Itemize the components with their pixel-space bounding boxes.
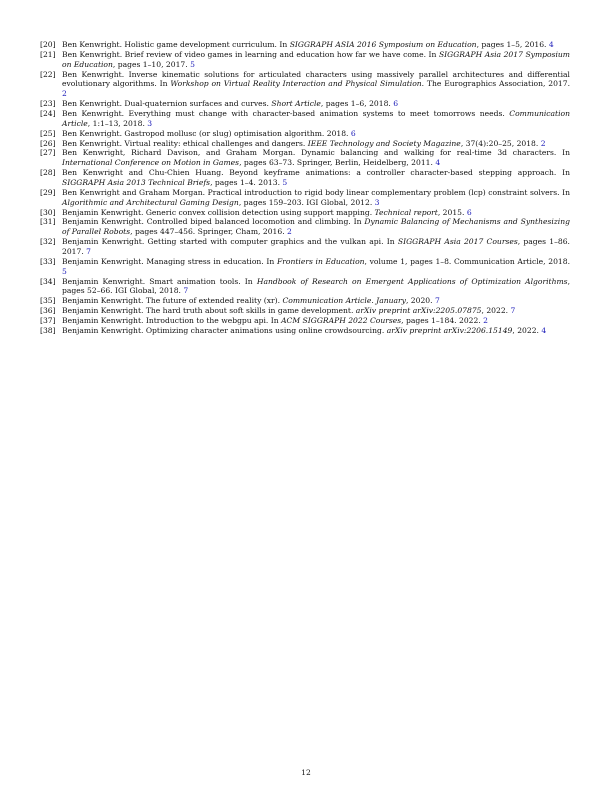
reference-text <box>62 237 570 257</box>
reference-text <box>62 99 570 109</box>
reference-entry <box>40 257 570 277</box>
reference-segment: , pages 1–4. 2013. <box>210 178 283 188</box>
backref-link[interactable]: 4 <box>541 325 547 335</box>
reference-segment: . The Eurographics Association, 2017. <box>421 79 570 89</box>
backref-link[interactable]: 2 <box>62 89 67 99</box>
reference-segment: , 1:1–13, 2018. <box>87 118 148 128</box>
reference-number: [34] <box>40 276 56 286</box>
backref-link[interactable]: 6 <box>393 99 399 109</box>
reference-number: [21] <box>40 49 56 59</box>
reference-text <box>62 50 570 70</box>
reference-entry <box>40 188 570 208</box>
backref-link[interactable]: 6 <box>466 207 472 217</box>
reference-entry <box>40 277 570 297</box>
backref-link[interactable]: 7 <box>86 247 91 257</box>
reference-text <box>62 109 570 129</box>
reference-segment: , pages 52–66. IGI Global, 2018. <box>62 276 570 296</box>
reference-segment: , volume 1, pages 1–8. Communication Article, 2018. <box>364 256 570 266</box>
reference-segment: , pages 1–86. 2017. <box>62 237 570 257</box>
reference-segment: Benjamin Kenwright. Controlled biped balanced locomotion and climbing. In <box>62 217 365 227</box>
reference-text <box>62 296 570 306</box>
reference-segment: , pages 63–73. Springer, Berlin, Heidelberg, 2011. <box>239 158 436 168</box>
reference-venue: SIGGRAPH Asia 2013 Technical Briefs <box>62 178 211 188</box>
reference-segment: Ben Kenwright, Richard Davison, and Graham Morgan. Dynamic balancing and walking for real-time 3d characters. In <box>62 148 570 158</box>
reference-segment: Ben Kenwright. Holistic game development curriculum. In <box>62 40 290 49</box>
reference-number: [25] <box>40 128 56 138</box>
reference-entry <box>40 326 570 336</box>
reference-entry <box>40 40 570 50</box>
reference-text <box>62 326 570 336</box>
reference-text <box>62 148 570 168</box>
reference-number: [31] <box>40 217 56 227</box>
reference-text <box>62 316 570 326</box>
reference-segment: Ben Kenwright. Virtual reality: ethical challenges and dangers. <box>62 138 308 148</box>
reference-number: [20] <box>40 40 56 49</box>
reference-segment: , pages 1–5, 2016. <box>476 40 549 49</box>
reference-number: [33] <box>40 256 56 266</box>
reference-entry <box>40 306 570 316</box>
reference-text <box>62 277 570 297</box>
reference-entry <box>40 168 570 188</box>
reference-segment: Benjamin Kenwright. Optimizing character animations using online crowdsourcing. <box>62 325 387 335</box>
reference-text <box>62 129 570 139</box>
backref-link[interactable]: 6 <box>350 128 356 138</box>
reference-segment: Ben Kenwright. Inverse kinematic solutions for articulated characters using massively parallel architectures and differential evolutionary algorithms. In <box>62 69 570 89</box>
backref-link[interactable]: 7 <box>434 296 440 306</box>
reference-venue: Short Article <box>271 99 321 109</box>
reference-text <box>62 188 570 208</box>
reference-text <box>62 306 570 316</box>
backref-link[interactable]: 7 <box>510 306 516 316</box>
backref-link[interactable]: 4 <box>435 158 441 168</box>
reference-entry <box>40 99 570 109</box>
reference-venue: Algorithmic and Architectural Gaming Design <box>62 197 239 207</box>
reference-segment: , 37(4):20–25, 2018. <box>460 138 541 148</box>
reference-venue: SIGGRAPH Asia 2017 Symposium on Education <box>62 49 570 69</box>
reference-entry <box>40 50 570 70</box>
reference-number: [24] <box>40 109 56 119</box>
backref-link[interactable]: 2 <box>483 316 489 326</box>
reference-segment: Benjamin Kenwright. Managing stress in education. In <box>62 256 277 266</box>
reference-venue: Frontiers in Education <box>276 256 365 266</box>
reference-venue: Workshop on Virtual Reality Interaction and Physical Simulation <box>170 79 422 89</box>
reference-segment: , pages 1–184. 2022. <box>401 316 484 326</box>
reference-venue: Technical report <box>374 207 438 217</box>
reference-venue: International Conference on Motion in Games <box>62 158 240 168</box>
reference-number: [36] <box>40 306 56 316</box>
reference-venue: Communication Article. January <box>282 296 406 306</box>
reference-segment: , 2022. <box>481 306 511 316</box>
reference-segment: Ben Kenwright and Graham Morgan. Practical introduction to rigid body linear complementary problem (lcp) constraint solvers. In <box>62 187 570 197</box>
reference-entry <box>40 70 570 100</box>
reference-venue: arXiv preprint arXiv:2206.15149 <box>386 325 513 335</box>
reference-entry <box>40 237 570 257</box>
reference-text <box>62 257 570 277</box>
reference-venue: ACM SIGGRAPH 2022 Courses <box>281 316 402 326</box>
reference-segment: Ben Kenwright. Everything must change with character-based animation systems to meet tomorrows needs. <box>62 109 510 119</box>
reference-text <box>62 208 570 218</box>
reference-number: [37] <box>40 316 56 326</box>
reference-segment: Ben Kenwright. Dual-quaternion surfaces and curves. <box>62 99 272 109</box>
reference-segment: , 2022. <box>512 325 542 335</box>
reference-segment: Benjamin Kenwright. Generic convex collision detection using support mapping. <box>62 207 375 217</box>
reference-venue: Dynamic Balancing of Mechanisms and Synthesizing of Parallel Robots <box>62 217 570 237</box>
backref-link[interactable]: 5 <box>62 266 67 276</box>
reference-number: [30] <box>40 207 56 217</box>
backref-link[interactable]: 2 <box>540 138 546 148</box>
page-number: 12 <box>301 768 311 777</box>
reference-text <box>62 139 570 149</box>
reference-number: [28] <box>40 168 56 178</box>
reference-segment: Ben Kenwright. Brief review of video games in learning and education how far we have come. In <box>62 49 439 59</box>
reference-segment: , pages 159–203. IGI Global, 2012. <box>238 197 375 207</box>
backref-link[interactable]: 7 <box>183 286 189 296</box>
reference-text <box>62 40 570 50</box>
reference-segment: Benjamin Kenwright. Smart animation tools. In <box>62 276 257 286</box>
backref-link[interactable]: 5 <box>282 178 288 188</box>
reference-segment: , pages 447–456. Springer, Cham, 2016. <box>130 227 288 237</box>
reference-number: [29] <box>40 187 56 197</box>
reference-entry <box>40 208 570 218</box>
backref-link[interactable]: 3 <box>374 197 380 207</box>
reference-number: [38] <box>40 325 56 335</box>
backref-link[interactable]: 3 <box>147 118 153 128</box>
reference-number: [27] <box>40 148 56 158</box>
reference-venue: SIGGRAPH ASIA 2016 Symposium on Education <box>289 40 477 49</box>
reference-entry <box>40 148 570 168</box>
reference-segment: Benjamin Kenwright. The hard truth about soft skills in game development. <box>62 306 356 316</box>
reference-segment: , pages 1–6, 2018. <box>320 99 394 109</box>
reference-segment: Benjamin Kenwright. Introduction to the webgpu api. In <box>62 316 282 326</box>
reference-text <box>62 217 570 237</box>
reference-segment: Benjamin Kenwright. The future of extended reality (xr). <box>62 296 283 306</box>
reference-segment: Ben Kenwright and Chu-Chien Huang. Beyond keyframe animations: a controller character-based stepping approach. In <box>62 168 570 178</box>
reference-entry <box>40 139 570 149</box>
reference-segment: Benjamin Kenwright. Getting started with computer graphics and the vulkan api. In <box>62 237 398 247</box>
reference-list <box>40 40 570 336</box>
reference-number: [22] <box>40 69 56 79</box>
backref-link[interactable]: 5 <box>190 59 195 69</box>
backref-link[interactable]: 4 <box>548 40 554 49</box>
reference-segment: , 2020. <box>405 296 435 306</box>
reference-entry <box>40 217 570 237</box>
reference-entry <box>40 129 570 139</box>
reference-text <box>62 168 570 188</box>
reference-number: [32] <box>40 237 56 247</box>
reference-entry <box>40 109 570 129</box>
reference-entry <box>40 316 570 326</box>
reference-text <box>62 70 570 100</box>
reference-venue: Handbook of Research on Emergent Applications of Optimization Algorithms <box>256 276 568 286</box>
reference-venue: Communication Article <box>62 109 570 128</box>
backref-link[interactable]: 2 <box>287 227 292 237</box>
reference-venue: IEEE Technology and Society Magazine <box>307 138 461 148</box>
reference-entry <box>40 296 570 306</box>
reference-segment: Ben Kenwright. Gastropod mollusc (or slug) optimisation algorithm. 2018. <box>62 128 351 138</box>
reference-venue: SIGGRAPH Asia 2017 Courses <box>397 237 518 247</box>
reference-segment: , 2015. <box>437 207 467 217</box>
reference-number: [23] <box>40 99 56 109</box>
reference-venue: arXiv preprint arXiv:2205.07875 <box>355 306 482 316</box>
reference-number: [26] <box>40 138 56 148</box>
reference-segment: , pages 1–10, 2017. <box>112 59 191 69</box>
reference-number: [35] <box>40 296 56 306</box>
